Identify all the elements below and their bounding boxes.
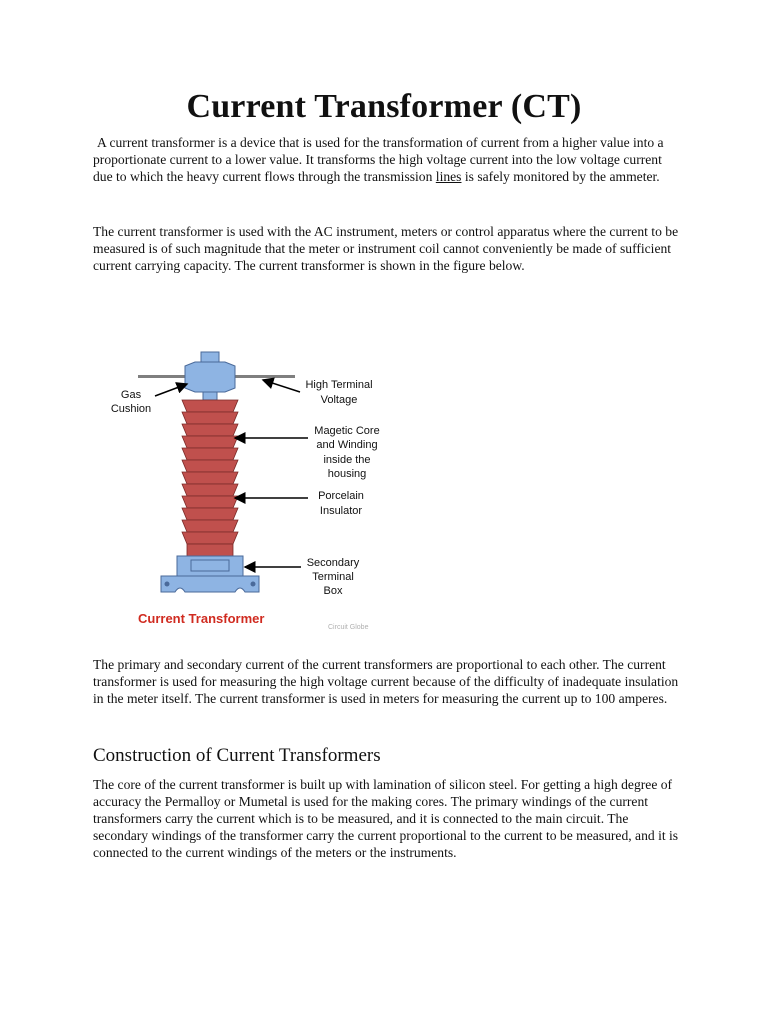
label-secondary: Secondary: [306, 557, 360, 569]
label-magetic-core: Magetic Core: [314, 425, 380, 437]
figure-caption: Current Transformer: [138, 611, 265, 626]
label-inside-the: inside the: [323, 454, 371, 466]
intro-paragraph: [93, 134, 683, 185]
page-title: Current Transformer (CT): [186, 88, 582, 125]
gas-cushion-arrow: [155, 384, 187, 396]
label-cushion: Cushion: [110, 403, 152, 415]
figure-credit: Circuit Globe: [328, 624, 369, 631]
terminal-neck: [203, 392, 217, 400]
label-terminal: Terminal: [312, 571, 354, 583]
current-transformer-figure: [95, 340, 395, 640]
label-insulator: Insulator: [319, 505, 363, 517]
proportional-paragraph: The primary and secondary current of the current transformers are proportional to each other. The current transformer is used for measuring the high voltage current because of the difficulty of inadequate insulation in the meter itself. The current transformer is used in meters for measuring the current up to 100 amperes.: [93, 657, 679, 706]
label-high-terminal: High Terminal: [305, 379, 373, 391]
gas-cushion-head: [185, 362, 235, 392]
transformer-diagram: [95, 340, 395, 640]
transmission-lines-link[interactable]: lines: [435, 169, 462, 184]
label-porcelain: Porcelain: [318, 490, 364, 502]
label-box: Box: [323, 585, 343, 597]
terminal-plate: [191, 560, 229, 571]
intro-text-b: is safely monitored by the ammeter.: [461, 169, 660, 184]
label-and-winding: and Winding: [316, 439, 378, 451]
usage-paragraph: The current transformer is used with the AC instrument, meters or control apparatus where the current to be measured is of such magnitude that the meter or instrument coil cannot conveniently be made of sufficient current carrying capacity. The current transformer is shown in the figure below.: [93, 224, 679, 273]
label-gas: Gas: [120, 389, 142, 401]
construction-paragraph: The core of the current transformer is built up with lamination of silicon steel. For getting a high degree of accuracy the Permalloy or Mumetal is used for the making cores. The primary windings of the current transformers carry the current which is to be measured, and it is connected to the main circuit. The secondary windings of the transformer carry the current proportional to the current to be measured, and it is connected to the current windings of the meters or the instruments.: [93, 777, 679, 860]
base-plate: [161, 576, 259, 592]
high-voltage-arrow: [263, 380, 300, 392]
section-heading: Construction of Current Transformers: [93, 745, 381, 766]
label-voltage: Voltage: [320, 394, 358, 406]
label-housing: housing: [327, 468, 367, 480]
porcelain-insulator: [182, 400, 238, 556]
intro-text-a: A current transformer is a device that is used for the transformation of current from a higher value into a proportionate current to a lower value. It transforms the high voltage current into the low voltage current due to which the heavy current flows through the transmission: [93, 135, 664, 184]
